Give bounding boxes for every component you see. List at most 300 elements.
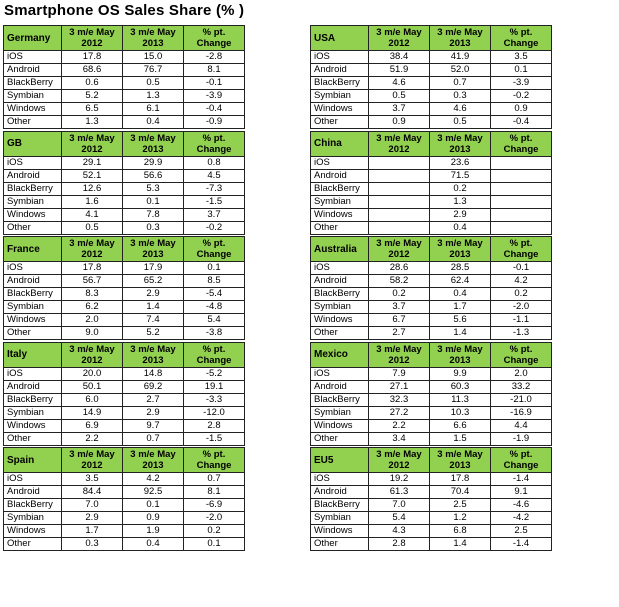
- data-cell: 6.0: [62, 393, 123, 406]
- data-cell: 11.3: [430, 393, 491, 406]
- table-row: [4, 116, 245, 129]
- data-cell: 0.2: [369, 288, 430, 301]
- os-label: Windows: [4, 103, 62, 116]
- table-header-row: [311, 237, 552, 262]
- data-cell: [369, 156, 430, 169]
- data-cell: 23.6: [430, 156, 491, 169]
- data-cell: 1.6: [62, 195, 123, 208]
- data-cell: 0.1: [184, 538, 245, 551]
- table-row: [311, 288, 552, 301]
- data-cell: 70.4: [430, 486, 491, 499]
- region-table-usa: [310, 25, 552, 129]
- data-cell: 0.9: [491, 103, 552, 116]
- data-cell: 2.7: [369, 327, 430, 340]
- table-row: [311, 262, 552, 275]
- data-cell: [369, 208, 430, 221]
- data-cell: 29.1: [62, 156, 123, 169]
- region-label: GB: [4, 131, 62, 156]
- data-cell: 7.0: [369, 499, 430, 512]
- data-cell: [369, 195, 430, 208]
- data-cell: 52.1: [62, 169, 123, 182]
- data-cell: [491, 208, 552, 221]
- os-label: Android: [4, 380, 62, 393]
- region-label: France: [4, 237, 62, 262]
- data-cell: -1.5: [184, 432, 245, 445]
- os-label: BlackBerry: [311, 77, 369, 90]
- column-header: 3 m/e May 2012: [62, 342, 123, 367]
- data-cell: 9.9: [430, 367, 491, 380]
- column-header: 3 m/e May 2012: [62, 237, 123, 262]
- os-label: Android: [4, 169, 62, 182]
- data-cell: 51.9: [369, 64, 430, 77]
- data-cell: -5.2: [184, 367, 245, 380]
- os-label: iOS: [4, 262, 62, 275]
- data-cell: 0.1: [491, 64, 552, 77]
- data-cell: 7.0: [62, 499, 123, 512]
- os-label: Other: [4, 221, 62, 234]
- region-table-china: [310, 131, 552, 235]
- data-cell: 84.4: [62, 486, 123, 499]
- os-label: iOS: [4, 51, 62, 64]
- region-table-australia: [310, 236, 552, 340]
- column-header: % pt. Change: [491, 237, 552, 262]
- data-cell: 41.9: [430, 51, 491, 64]
- data-cell: 17.8: [430, 473, 491, 486]
- data-cell: 4.2: [123, 473, 184, 486]
- column-header: % pt. Change: [184, 448, 245, 473]
- os-label: Windows: [4, 525, 62, 538]
- data-cell: 0.8: [184, 156, 245, 169]
- data-cell: 71.5: [430, 169, 491, 182]
- data-cell: 3.7: [369, 301, 430, 314]
- data-cell: -0.9: [184, 116, 245, 129]
- os-label: BlackBerry: [4, 182, 62, 195]
- table-row: [4, 301, 245, 314]
- table-row: [4, 393, 245, 406]
- data-cell: 6.5: [62, 103, 123, 116]
- column-header: 3 m/e May 2013: [123, 26, 184, 51]
- data-cell: 28.5: [430, 262, 491, 275]
- data-cell: 0.3: [123, 221, 184, 234]
- os-label: iOS: [4, 473, 62, 486]
- os-label: iOS: [4, 367, 62, 380]
- table-row: [311, 473, 552, 486]
- data-cell: -1.9: [491, 432, 552, 445]
- column-header: 3 m/e May 2013: [123, 342, 184, 367]
- data-cell: -4.8: [184, 301, 245, 314]
- table-row: [311, 169, 552, 182]
- data-cell: 9.0: [62, 327, 123, 340]
- os-label: iOS: [311, 367, 369, 380]
- table-row: [4, 208, 245, 221]
- os-label: Other: [4, 538, 62, 551]
- data-cell: 17.8: [62, 262, 123, 275]
- os-label: iOS: [311, 156, 369, 169]
- column-header: % pt. Change: [184, 26, 245, 51]
- data-cell: -3.8: [184, 327, 245, 340]
- data-cell: 5.6: [430, 314, 491, 327]
- table-row: [4, 367, 245, 380]
- table-row: [4, 525, 245, 538]
- data-cell: 4.1: [62, 208, 123, 221]
- region-table-germany: [3, 25, 245, 129]
- table-row: [311, 182, 552, 195]
- os-label: BlackBerry: [4, 288, 62, 301]
- data-cell: -4.6: [491, 499, 552, 512]
- data-cell: 7.9: [369, 367, 430, 380]
- data-cell: -1.1: [491, 314, 552, 327]
- data-cell: 2.9: [62, 512, 123, 525]
- data-cell: -0.2: [184, 221, 245, 234]
- os-label: Windows: [311, 103, 369, 116]
- os-label: BlackBerry: [311, 288, 369, 301]
- column-header: % pt. Change: [491, 131, 552, 156]
- data-cell: 38.4: [369, 51, 430, 64]
- os-label: Symbian: [311, 512, 369, 525]
- data-cell: [369, 182, 430, 195]
- data-cell: -2.8: [184, 51, 245, 64]
- table-row: [311, 90, 552, 103]
- data-cell: 0.4: [123, 116, 184, 129]
- data-cell: 19.1: [184, 380, 245, 393]
- data-cell: 33.2: [491, 380, 552, 393]
- data-cell: 6.8: [430, 525, 491, 538]
- column-header: 3 m/e May 2013: [123, 448, 184, 473]
- data-cell: -0.1: [184, 77, 245, 90]
- os-label: Windows: [4, 208, 62, 221]
- data-cell: 2.5: [491, 525, 552, 538]
- column-header: 3 m/e May 2013: [430, 342, 491, 367]
- data-cell: 2.8: [369, 538, 430, 551]
- data-cell: 8.1: [184, 64, 245, 77]
- table-row: [311, 51, 552, 64]
- data-cell: 28.6: [369, 262, 430, 275]
- os-label: Windows: [4, 314, 62, 327]
- data-cell: 6.7: [369, 314, 430, 327]
- data-cell: 4.2: [491, 275, 552, 288]
- region-table-mexico: [310, 342, 552, 446]
- column-header: 3 m/e May 2013: [430, 131, 491, 156]
- data-cell: [491, 221, 552, 234]
- data-cell: 3.7: [184, 208, 245, 221]
- table-row: [4, 499, 245, 512]
- column-header: 3 m/e May 2012: [369, 237, 430, 262]
- column-header: % pt. Change: [491, 448, 552, 473]
- data-cell: -3.9: [491, 77, 552, 90]
- data-cell: -3.3: [184, 393, 245, 406]
- os-label: iOS: [4, 156, 62, 169]
- os-label: BlackBerry: [4, 393, 62, 406]
- data-cell: [491, 169, 552, 182]
- data-cell: 2.9: [430, 208, 491, 221]
- region-table-eu5: [310, 447, 552, 551]
- column-header: 3 m/e May 2013: [430, 237, 491, 262]
- data-cell: 27.1: [369, 380, 430, 393]
- os-label: Android: [4, 275, 62, 288]
- os-label: Android: [311, 64, 369, 77]
- table-row: [4, 182, 245, 195]
- data-cell: [369, 221, 430, 234]
- table-row: [311, 195, 552, 208]
- region-table-france: [3, 236, 245, 340]
- os-label: Symbian: [311, 195, 369, 208]
- data-cell: 2.7: [123, 393, 184, 406]
- table-row: [311, 301, 552, 314]
- data-cell: 0.2: [184, 525, 245, 538]
- data-cell: 8.5: [184, 275, 245, 288]
- os-label: iOS: [311, 51, 369, 64]
- data-cell: -1.4: [491, 473, 552, 486]
- table-row: [4, 195, 245, 208]
- data-cell: 27.2: [369, 406, 430, 419]
- data-cell: 17.9: [123, 262, 184, 275]
- table-row: [311, 419, 552, 432]
- os-label: Android: [311, 486, 369, 499]
- data-cell: 4.6: [369, 77, 430, 90]
- data-cell: 1.2: [430, 512, 491, 525]
- data-cell: 15.0: [123, 51, 184, 64]
- os-label: Other: [311, 538, 369, 551]
- table-row: [311, 221, 552, 234]
- table-row: [311, 432, 552, 445]
- os-label: BlackBerry: [311, 499, 369, 512]
- table-row: [4, 288, 245, 301]
- os-label: iOS: [311, 262, 369, 275]
- table-row: [311, 275, 552, 288]
- os-label: Symbian: [4, 406, 62, 419]
- data-cell: -3.9: [184, 90, 245, 103]
- data-cell: 9.1: [491, 486, 552, 499]
- column-header: % pt. Change: [491, 26, 552, 51]
- table-header-row: [311, 342, 552, 367]
- os-label: Windows: [311, 208, 369, 221]
- region-label: Mexico: [311, 342, 369, 367]
- column-header: 3 m/e May 2012: [369, 448, 430, 473]
- table-row: [311, 103, 552, 116]
- column-header: % pt. Change: [184, 237, 245, 262]
- table-row: [4, 327, 245, 340]
- table-row: [311, 525, 552, 538]
- table-row: [4, 77, 245, 90]
- data-cell: 3.4: [369, 432, 430, 445]
- data-cell: 1.3: [430, 195, 491, 208]
- data-cell: 1.9: [123, 525, 184, 538]
- data-cell: 0.5: [62, 221, 123, 234]
- os-label: Other: [4, 327, 62, 340]
- table-row: [311, 486, 552, 499]
- data-cell: -4.2: [491, 512, 552, 525]
- data-cell: 1.7: [430, 301, 491, 314]
- table-row: [311, 367, 552, 380]
- data-cell: -1.3: [491, 327, 552, 340]
- data-cell: 0.2: [430, 182, 491, 195]
- data-cell: 1.4: [123, 301, 184, 314]
- table-row: [4, 538, 245, 551]
- data-cell: 6.9: [62, 419, 123, 432]
- os-label: Symbian: [4, 512, 62, 525]
- data-cell: 5.4: [184, 314, 245, 327]
- os-label: Android: [311, 275, 369, 288]
- os-label: BlackBerry: [4, 77, 62, 90]
- data-cell: 62.4: [430, 275, 491, 288]
- data-cell: 6.6: [430, 419, 491, 432]
- data-cell: 2.8: [184, 419, 245, 432]
- table-row: [311, 314, 552, 327]
- data-cell: [491, 195, 552, 208]
- table-row: [4, 156, 245, 169]
- os-label: Symbian: [4, 301, 62, 314]
- os-label: Symbian: [4, 195, 62, 208]
- data-cell: 1.4: [430, 538, 491, 551]
- table-row: [4, 486, 245, 499]
- data-cell: 9.7: [123, 419, 184, 432]
- data-cell: 0.3: [62, 538, 123, 551]
- data-cell: 0.5: [430, 116, 491, 129]
- data-cell: 19.2: [369, 473, 430, 486]
- table-row: [311, 327, 552, 340]
- os-label: Android: [4, 486, 62, 499]
- table-header-row: [4, 448, 245, 473]
- data-cell: 52.0: [430, 64, 491, 77]
- data-cell: 1.3: [62, 116, 123, 129]
- os-label: Symbian: [311, 90, 369, 103]
- os-label: Windows: [311, 419, 369, 432]
- data-cell: 61.3: [369, 486, 430, 499]
- os-label: iOS: [311, 473, 369, 486]
- os-label: Windows: [311, 525, 369, 538]
- data-cell: 4.5: [184, 169, 245, 182]
- data-cell: 50.1: [62, 380, 123, 393]
- region-label: Australia: [311, 237, 369, 262]
- data-cell: 1.4: [430, 327, 491, 340]
- data-cell: 92.5: [123, 486, 184, 499]
- data-cell: 1.7: [62, 525, 123, 538]
- table-row: [311, 499, 552, 512]
- data-cell: 76.7: [123, 64, 184, 77]
- region-label: USA: [311, 26, 369, 51]
- data-cell: 68.6: [62, 64, 123, 77]
- os-label: Symbian: [311, 406, 369, 419]
- data-cell: -1.4: [491, 538, 552, 551]
- chart-title: Smartphone OS Sales Share (% ): [4, 2, 245, 19]
- data-cell: 2.0: [491, 367, 552, 380]
- table-row: [4, 419, 245, 432]
- column-header: % pt. Change: [491, 342, 552, 367]
- data-cell: 20.0: [62, 367, 123, 380]
- data-cell: 0.7: [184, 473, 245, 486]
- table-row: [311, 393, 552, 406]
- region-table-italy: [3, 342, 245, 446]
- data-cell: 0.1: [184, 262, 245, 275]
- data-cell: -21.0: [491, 393, 552, 406]
- table-row: [4, 473, 245, 486]
- os-label: Other: [4, 116, 62, 129]
- column-header: 3 m/e May 2012: [369, 131, 430, 156]
- data-cell: 56.6: [123, 169, 184, 182]
- data-cell: 0.3: [430, 90, 491, 103]
- data-cell: 7.8: [123, 208, 184, 221]
- data-cell: 5.3: [123, 182, 184, 195]
- os-label: Windows: [4, 419, 62, 432]
- os-label: Android: [4, 64, 62, 77]
- data-cell: [491, 182, 552, 195]
- data-cell: 0.9: [123, 512, 184, 525]
- data-cell: 0.5: [123, 77, 184, 90]
- data-cell: [369, 169, 430, 182]
- data-cell: -0.2: [491, 90, 552, 103]
- data-cell: 3.7: [369, 103, 430, 116]
- region-table-spain: [3, 447, 245, 551]
- table-header-row: [311, 131, 552, 156]
- data-cell: 0.2: [491, 288, 552, 301]
- data-cell: 14.9: [62, 406, 123, 419]
- region-label: EU5: [311, 448, 369, 473]
- table-row: [4, 275, 245, 288]
- data-cell: 0.7: [123, 432, 184, 445]
- data-cell: 4.6: [430, 103, 491, 116]
- data-cell: -7.3: [184, 182, 245, 195]
- os-label: Other: [4, 432, 62, 445]
- data-cell: -1.5: [184, 195, 245, 208]
- table-header-row: [4, 342, 245, 367]
- os-label: BlackBerry: [311, 182, 369, 195]
- data-cell: -2.0: [184, 512, 245, 525]
- table-row: [4, 90, 245, 103]
- data-cell: 2.5: [430, 499, 491, 512]
- data-cell: 5.2: [62, 90, 123, 103]
- table-row: [4, 262, 245, 275]
- column-header: 3 m/e May 2012: [62, 448, 123, 473]
- os-label: BlackBerry: [311, 393, 369, 406]
- data-cell: 1.3: [123, 90, 184, 103]
- data-cell: 0.1: [123, 499, 184, 512]
- table-row: [4, 51, 245, 64]
- data-cell: 0.1: [123, 195, 184, 208]
- data-cell: 2.0: [62, 314, 123, 327]
- data-cell: 8.3: [62, 288, 123, 301]
- table-row: [311, 156, 552, 169]
- data-cell: 0.4: [430, 221, 491, 234]
- data-cell: 69.2: [123, 380, 184, 393]
- data-cell: 14.8: [123, 367, 184, 380]
- table-row: [4, 380, 245, 393]
- column-header: 3 m/e May 2012: [369, 26, 430, 51]
- column-header: 3 m/e May 2012: [62, 26, 123, 51]
- data-cell: 5.4: [369, 512, 430, 525]
- column-header: 3 m/e May 2013: [123, 131, 184, 156]
- os-label: Other: [311, 221, 369, 234]
- table-row: [311, 538, 552, 551]
- data-cell: 2.9: [123, 288, 184, 301]
- data-cell: 60.3: [430, 380, 491, 393]
- data-cell: 10.3: [430, 406, 491, 419]
- data-cell: 0.7: [430, 77, 491, 90]
- data-cell: 4.4: [491, 419, 552, 432]
- table-row: [4, 512, 245, 525]
- data-cell: 65.2: [123, 275, 184, 288]
- table-row: [311, 208, 552, 221]
- data-cell: 0.5: [369, 90, 430, 103]
- data-cell: -0.4: [491, 116, 552, 129]
- region-label: China: [311, 131, 369, 156]
- data-cell: 3.5: [62, 473, 123, 486]
- table-row: [311, 77, 552, 90]
- os-label: Other: [311, 116, 369, 129]
- data-cell: 6.1: [123, 103, 184, 116]
- data-cell: 2.9: [123, 406, 184, 419]
- column-header: 3 m/e May 2012: [369, 342, 430, 367]
- os-label: Android: [311, 380, 369, 393]
